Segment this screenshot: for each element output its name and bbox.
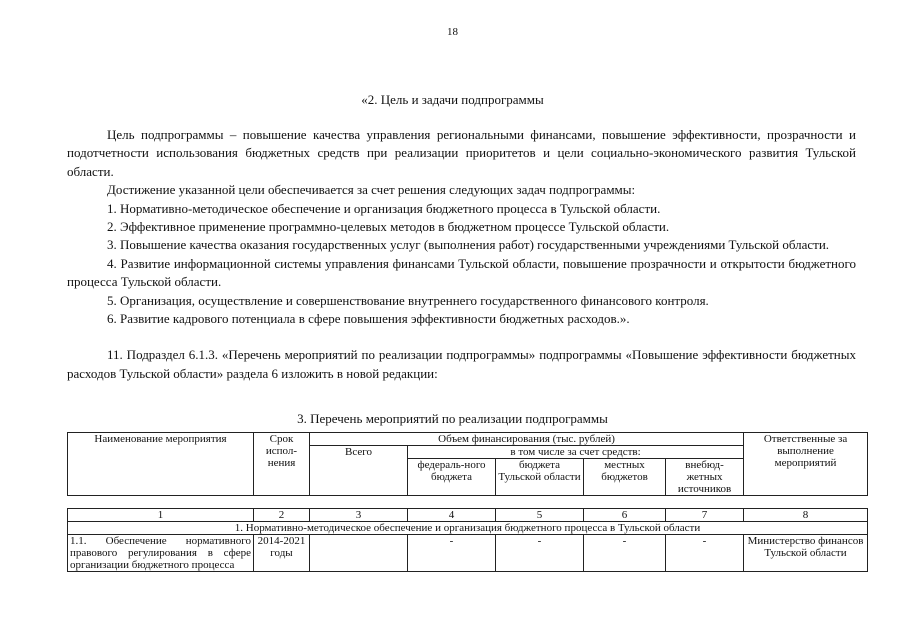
paragraph: 5. Организация, осуществление и совершенствование внутреннего государственного финансового контроля. [107,292,709,308]
header-name: Наименование мероприятия [68,433,254,496]
paragraph: Достижение указанной цели обеспечивается за счет решения следующих задач подпрограммы: [107,182,636,198]
paragraph: 6. Развитие кадрового потенциала в сфере повышения эффективности бюджетных расходов.». [107,311,630,327]
row-term: 2014-2021 годы [254,535,310,572]
col-number: 2 [254,509,310,522]
table-header [67,432,868,496]
section-row-label: 1. Нормативно-методическое обеспечение и организация бюджетного процесса в Тульской области [68,522,868,535]
col-number: 8 [744,509,868,522]
col-number: 3 [310,509,408,522]
paragraph: Цель подпрограммы – повышение качества управления региональными финансами, повышение эффективности, прозрачности и подотчетности использования бюджетных средств при реализации приоритетов и цели социально-экономического развития Тульской области. [67,127,856,179]
table-row [68,535,868,572]
header-extra: внебюд-жетных источников [666,459,744,496]
header-total: Всего [310,446,408,496]
header-federal: федераль-ного бюджета [408,459,496,496]
body-text [67,126,856,383]
column-number-row [68,509,868,522]
col-number: 6 [584,509,666,522]
col-number: 5 [496,509,584,522]
page-number: 18 [447,26,458,38]
paragraph: 1. Нормативно-методическое обеспечение и организация бюджетного процесса в Тульской области. [107,200,661,216]
col-number: 7 [666,509,744,522]
header-responsible: Ответственные за выполнение мероприятий [744,433,868,496]
section-row [68,522,868,535]
header-local: местных бюджетов [584,459,666,496]
paragraph: 4. Развитие информационной системы управления финансами Тульской области, повышение прозрачности и открытости бюджетного процесса Тульской области. [67,255,856,290]
table-title: 3. Перечень мероприятий по реализации подпрограммы [297,411,608,426]
table-body [67,508,868,572]
row-extra: - [666,535,744,572]
header-regional: бюджета Тульской области [496,459,584,496]
row-federal: - [408,535,496,572]
header-term: Срок испол-нения [254,433,310,496]
header-volume: Объем финансирования (тыс. рублей) [310,433,744,446]
amendment-paragraph: 11. Подраздел 6.1.3. «Перечень мероприятий по реализации подпрограммы» подпрограммы «Повышение эффективности бюджетных расходов Тульской области» раздела 6 изложить в новой редакции: [67,347,856,381]
row-total [310,535,408,572]
col-number: 1 [68,509,254,522]
section-heading: «2. Цель и задачи подпрограммы [361,92,544,107]
paragraph: 2. Эффективное применение программно-целевых методов в бюджетном процессе Тульской области. [107,219,670,235]
row-responsible: Министерство финансов Тульской области [744,535,868,572]
row-local: - [584,535,666,572]
header-including: в том числе за счет средств: [408,446,744,459]
row-name: 1.1. Обеспечение нормативного правового регулирования в сфере организации бюджетного процесса [68,535,254,572]
row-regional: - [496,535,584,572]
paragraph: 3. Повышение качества оказания государственных услуг (выполнения работ) государственными учреждениями Тульской области. [107,237,830,253]
col-number: 4 [408,509,496,522]
